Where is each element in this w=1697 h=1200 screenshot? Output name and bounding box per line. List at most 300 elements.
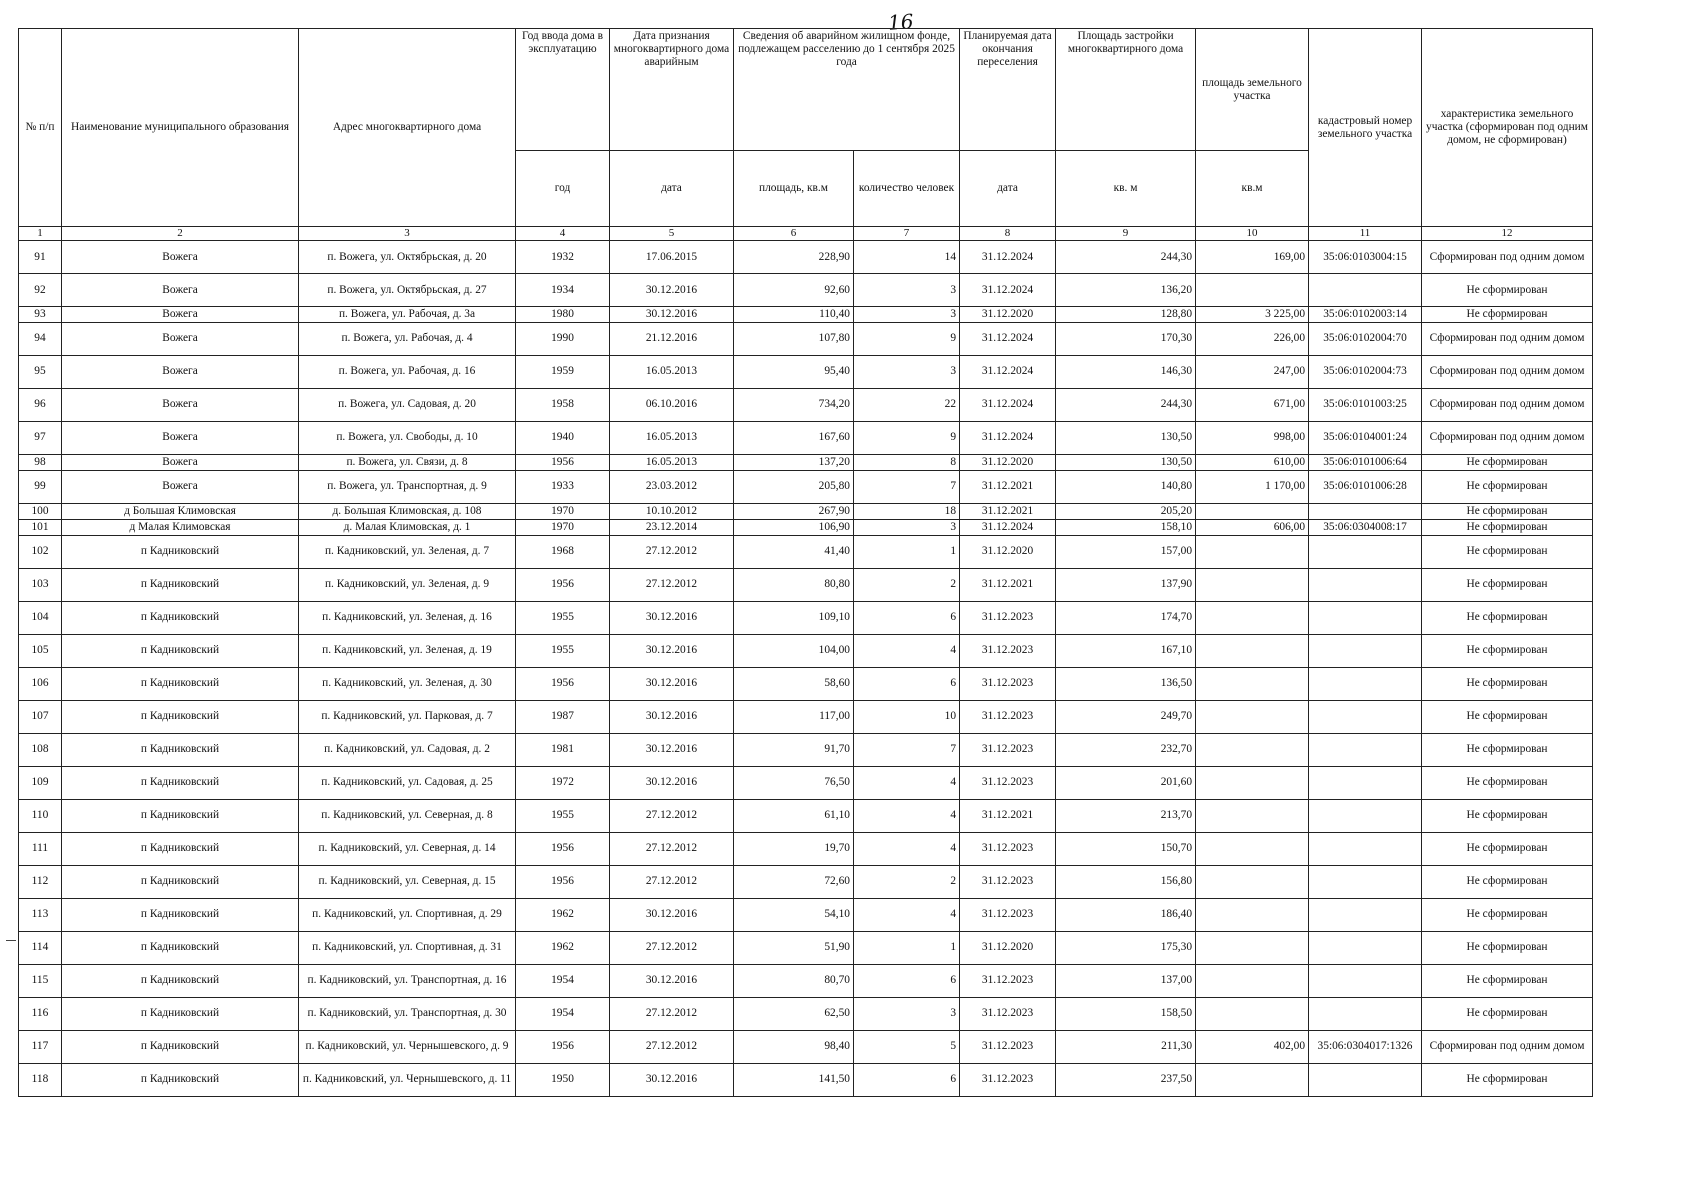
planned-end-cell: 31.12.2024 — [960, 388, 1056, 421]
address-cell: п. Кадниковский, ул. Зеленая, д. 19 — [299, 634, 516, 667]
area-cell: 110,40 — [734, 307, 854, 323]
header-emergency-date: Дата признания многоквартирного дома аварийным — [610, 29, 734, 151]
row-number: 117 — [19, 1030, 62, 1063]
people-count-cell: 5 — [854, 1030, 960, 1063]
row-number: 92 — [19, 274, 62, 307]
emergency-date-cell: 17.06.2015 — [610, 241, 734, 274]
address-cell: п. Кадниковский, ул. Садовая, д. 2 — [299, 733, 516, 766]
land-status-cell: Сформирован под одним домом — [1422, 388, 1593, 421]
emergency-date-cell: 16.05.2013 — [610, 355, 734, 388]
emergency-date-cell: 23.03.2012 — [610, 470, 734, 503]
emergency-date-cell: 30.12.2016 — [610, 601, 734, 634]
land-area-cell — [1196, 931, 1309, 964]
row-number: 108 — [19, 733, 62, 766]
municipality-cell: п Кадниковский — [62, 997, 299, 1030]
area-cell: 91,70 — [734, 733, 854, 766]
year-cell: 1954 — [516, 964, 610, 997]
address-cell: п. Вожега, ул. Транспортная, д. 9 — [299, 470, 516, 503]
people-count-cell: 6 — [854, 667, 960, 700]
year-cell: 1956 — [516, 865, 610, 898]
people-count-cell: 4 — [854, 799, 960, 832]
header-land-status: характеристика земельного участка (сформирован под одним домом, не сформирован) — [1422, 29, 1593, 227]
land-status-cell: Не сформирован — [1422, 1063, 1593, 1096]
row-number: 93 — [19, 307, 62, 323]
area-cell: 109,10 — [734, 601, 854, 634]
table-row — [19, 355, 1593, 388]
year-cell: 1981 — [516, 733, 610, 766]
planned-end-cell: 31.12.2023 — [960, 667, 1056, 700]
address-cell: п. Кадниковский, ул. Транспортная, д. 30 — [299, 997, 516, 1030]
municipality-cell: д Большая Климовская — [62, 503, 299, 519]
emergency-date-cell: 30.12.2016 — [610, 964, 734, 997]
cadastral-cell: 35:06:0102003:14 — [1309, 307, 1422, 323]
year-cell: 1959 — [516, 355, 610, 388]
planned-end-cell: 31.12.2023 — [960, 601, 1056, 634]
header-commission-year: Год ввода дома в эксплуатацию — [516, 29, 610, 151]
planned-end-cell: 31.12.2023 — [960, 766, 1056, 799]
emergency-date-cell: 27.12.2012 — [610, 931, 734, 964]
row-number: 98 — [19, 454, 62, 470]
planned-end-cell: 31.12.2021 — [960, 799, 1056, 832]
emergency-date-cell: 10.10.2012 — [610, 503, 734, 519]
building-area-cell: 158,10 — [1056, 519, 1196, 535]
address-cell: д. Большая Климовская, д. 108 — [299, 503, 516, 519]
row-number: 101 — [19, 519, 62, 535]
building-area-cell: 167,10 — [1056, 634, 1196, 667]
area-cell: 167,60 — [734, 421, 854, 454]
municipality-cell: п Кадниковский — [62, 667, 299, 700]
building-area-cell: 137,00 — [1056, 964, 1196, 997]
table-body — [19, 241, 1593, 1097]
column-number: 12 — [1422, 227, 1593, 241]
building-area-cell: 201,60 — [1056, 766, 1196, 799]
municipality-cell: п Кадниковский — [62, 799, 299, 832]
land-status-cell: Не сформирован — [1422, 667, 1593, 700]
row-number: 115 — [19, 964, 62, 997]
subheader-year: год — [516, 151, 610, 227]
table-row — [19, 519, 1593, 535]
year-cell: 1955 — [516, 634, 610, 667]
cadastral-cell — [1309, 1063, 1422, 1096]
column-number: 8 — [960, 227, 1056, 241]
building-area-cell: 136,20 — [1056, 274, 1196, 307]
table-row — [19, 503, 1593, 519]
address-cell: п. Вожега, ул. Садовая, д. 20 — [299, 388, 516, 421]
building-area-cell: 150,70 — [1056, 832, 1196, 865]
land-status-cell: Не сформирован — [1422, 799, 1593, 832]
cadastral-cell: 35:06:0101006:28 — [1309, 470, 1422, 503]
land-status-cell: Не сформирован — [1422, 634, 1593, 667]
subheader-build-unit: кв. м — [1056, 151, 1196, 227]
people-count-cell: 2 — [854, 865, 960, 898]
building-area-cell: 140,80 — [1056, 470, 1196, 503]
area-cell: 106,90 — [734, 519, 854, 535]
cadastral-cell: 35:06:0304017:1326 — [1309, 1030, 1422, 1063]
land-status-cell: Не сформирован — [1422, 898, 1593, 931]
cadastral-cell — [1309, 700, 1422, 733]
emergency-date-cell: 30.12.2016 — [610, 700, 734, 733]
table-row — [19, 322, 1593, 355]
planned-end-cell: 31.12.2020 — [960, 535, 1056, 568]
land-area-cell: 169,00 — [1196, 241, 1309, 274]
subheader-end-date: дата — [960, 151, 1056, 227]
building-area-cell: 244,30 — [1056, 388, 1196, 421]
year-cell: 1970 — [516, 503, 610, 519]
year-cell: 1980 — [516, 307, 610, 323]
municipality-cell: п Кадниковский — [62, 601, 299, 634]
year-cell: 1968 — [516, 535, 610, 568]
emergency-date-cell: 30.12.2016 — [610, 1063, 734, 1096]
land-area-cell — [1196, 1063, 1309, 1096]
planned-end-cell: 31.12.2023 — [960, 733, 1056, 766]
cadastral-cell — [1309, 733, 1422, 766]
row-number: 118 — [19, 1063, 62, 1096]
people-count-cell: 14 — [854, 241, 960, 274]
emergency-housing-table — [18, 28, 1593, 1097]
row-number: 113 — [19, 898, 62, 931]
year-cell: 1962 — [516, 898, 610, 931]
land-area-cell — [1196, 274, 1309, 307]
column-number: 6 — [734, 227, 854, 241]
area-cell: 117,00 — [734, 700, 854, 733]
land-area-cell — [1196, 503, 1309, 519]
year-cell: 1956 — [516, 568, 610, 601]
emergency-date-cell: 27.12.2012 — [610, 1030, 734, 1063]
column-number: 7 — [854, 227, 960, 241]
year-cell: 1950 — [516, 1063, 610, 1096]
land-area-cell — [1196, 733, 1309, 766]
row-number: 94 — [19, 322, 62, 355]
table-row — [19, 388, 1593, 421]
cadastral-cell: 35:06:0304008:17 — [1309, 519, 1422, 535]
land-area-cell: 1 170,00 — [1196, 470, 1309, 503]
address-cell: п. Вожега, ул. Рабочая, д. 16 — [299, 355, 516, 388]
table-row — [19, 931, 1593, 964]
table-row — [19, 667, 1593, 700]
cadastral-cell — [1309, 601, 1422, 634]
table-row — [19, 454, 1593, 470]
planned-end-cell: 31.12.2024 — [960, 355, 1056, 388]
planned-end-cell: 31.12.2023 — [960, 1030, 1056, 1063]
emergency-date-cell: 21.12.2016 — [610, 322, 734, 355]
planned-end-cell: 31.12.2021 — [960, 568, 1056, 601]
address-cell: п. Вожега, ул. Рабочая, д. 4 — [299, 322, 516, 355]
municipality-cell: п Кадниковский — [62, 964, 299, 997]
address-cell: п. Кадниковский, ул. Зеленая, д. 30 — [299, 667, 516, 700]
year-cell: 1955 — [516, 601, 610, 634]
row-number: 114 — [19, 931, 62, 964]
land-status-cell: Не сформирован — [1422, 733, 1593, 766]
building-area-cell: 174,70 — [1056, 601, 1196, 634]
emergency-date-cell: 27.12.2012 — [610, 799, 734, 832]
area-cell: 267,90 — [734, 503, 854, 519]
municipality-cell: п Кадниковский — [62, 634, 299, 667]
address-cell: п. Вожега, ул. Связи, д. 8 — [299, 454, 516, 470]
area-cell: 92,60 — [734, 274, 854, 307]
people-count-cell: 4 — [854, 766, 960, 799]
table-row — [19, 307, 1593, 323]
margin-tick — [6, 940, 16, 941]
address-cell: п. Вожега, ул. Рабочая, д. 3а — [299, 307, 516, 323]
header-land-area: площадь земельного участка — [1196, 29, 1309, 151]
area-cell: 19,70 — [734, 832, 854, 865]
emergency-date-cell: 27.12.2012 — [610, 535, 734, 568]
planned-end-cell: 31.12.2021 — [960, 470, 1056, 503]
year-cell: 1972 — [516, 766, 610, 799]
address-cell: п. Кадниковский, ул. Садовая, д. 25 — [299, 766, 516, 799]
building-area-cell: 205,20 — [1056, 503, 1196, 519]
people-count-cell: 9 — [854, 322, 960, 355]
planned-end-cell: 31.12.2020 — [960, 454, 1056, 470]
column-number-row — [19, 227, 1593, 241]
year-cell: 1956 — [516, 1030, 610, 1063]
page-number: 16 — [887, 9, 915, 35]
area-cell: 76,50 — [734, 766, 854, 799]
planned-end-cell: 31.12.2024 — [960, 519, 1056, 535]
emergency-date-cell: 30.12.2016 — [610, 274, 734, 307]
row-number: 105 — [19, 634, 62, 667]
municipality-cell: п Кадниковский — [62, 568, 299, 601]
emergency-date-cell: 16.05.2013 — [610, 421, 734, 454]
planned-end-cell: 31.12.2021 — [960, 503, 1056, 519]
building-area-cell: 232,70 — [1056, 733, 1196, 766]
people-count-cell: 7 — [854, 733, 960, 766]
year-cell: 1934 — [516, 274, 610, 307]
land-area-cell — [1196, 634, 1309, 667]
land-area-cell — [1196, 601, 1309, 634]
municipality-cell: Вожега — [62, 421, 299, 454]
planned-end-cell: 31.12.2023 — [960, 865, 1056, 898]
table-row — [19, 766, 1593, 799]
address-cell: п. Кадниковский, ул. Северная, д. 8 — [299, 799, 516, 832]
emergency-date-cell: 30.12.2016 — [610, 667, 734, 700]
land-status-cell: Не сформирован — [1422, 931, 1593, 964]
table-row — [19, 799, 1593, 832]
area-cell: 734,20 — [734, 388, 854, 421]
building-area-cell: 136,50 — [1056, 667, 1196, 700]
year-cell: 1933 — [516, 470, 610, 503]
building-area-cell: 170,30 — [1056, 322, 1196, 355]
column-number: 9 — [1056, 227, 1196, 241]
area-cell: 228,90 — [734, 241, 854, 274]
cadastral-cell — [1309, 964, 1422, 997]
cadastral-cell — [1309, 274, 1422, 307]
year-cell: 1990 — [516, 322, 610, 355]
planned-end-cell: 31.12.2023 — [960, 1063, 1056, 1096]
building-area-cell: 175,30 — [1056, 931, 1196, 964]
land-status-cell: Сформирован под одним домом — [1422, 355, 1593, 388]
municipality-cell: Вожега — [62, 307, 299, 323]
emergency-date-cell: 30.12.2016 — [610, 634, 734, 667]
column-number: 2 — [62, 227, 299, 241]
land-area-cell: 3 225,00 — [1196, 307, 1309, 323]
planned-end-cell: 31.12.2023 — [960, 700, 1056, 733]
emergency-date-cell: 27.12.2012 — [610, 568, 734, 601]
row-number: 97 — [19, 421, 62, 454]
year-cell: 1956 — [516, 832, 610, 865]
table-row — [19, 997, 1593, 1030]
address-cell: п. Кадниковский, ул. Спортивная, д. 29 — [299, 898, 516, 931]
row-number: 99 — [19, 470, 62, 503]
year-cell: 1956 — [516, 667, 610, 700]
area-cell: 61,10 — [734, 799, 854, 832]
address-cell: п. Кадниковский, ул. Транспортная, д. 16 — [299, 964, 516, 997]
land-status-cell: Сформирован под одним домом — [1422, 1030, 1593, 1063]
year-cell: 1940 — [516, 421, 610, 454]
year-cell: 1956 — [516, 454, 610, 470]
planned-end-cell: 31.12.2023 — [960, 898, 1056, 931]
address-cell: п. Вожега, ул. Свободы, д. 10 — [299, 421, 516, 454]
people-count-cell: 10 — [854, 700, 960, 733]
land-area-cell — [1196, 766, 1309, 799]
area-cell: 95,40 — [734, 355, 854, 388]
building-area-cell: 249,70 — [1056, 700, 1196, 733]
land-area-cell: 998,00 — [1196, 421, 1309, 454]
row-number: 112 — [19, 865, 62, 898]
table-row — [19, 964, 1593, 997]
row-number: 116 — [19, 997, 62, 1030]
land-area-cell: 671,00 — [1196, 388, 1309, 421]
column-number: 1 — [19, 227, 62, 241]
area-cell: 80,70 — [734, 964, 854, 997]
cadastral-cell — [1309, 898, 1422, 931]
area-cell: 80,80 — [734, 568, 854, 601]
municipality-cell: Вожега — [62, 322, 299, 355]
area-cell: 141,50 — [734, 1063, 854, 1096]
row-number: 111 — [19, 832, 62, 865]
address-cell: п. Кадниковский, ул. Северная, д. 14 — [299, 832, 516, 865]
municipality-cell: Вожега — [62, 241, 299, 274]
table-row — [19, 1030, 1593, 1063]
land-status-cell: Не сформирован — [1422, 274, 1593, 307]
municipality-cell: п Кадниковский — [62, 865, 299, 898]
land-status-cell: Не сформирован — [1422, 601, 1593, 634]
row-number: 110 — [19, 799, 62, 832]
land-area-cell — [1196, 865, 1309, 898]
municipality-cell: п Кадниковский — [62, 733, 299, 766]
building-area-cell: 244,30 — [1056, 241, 1196, 274]
land-status-cell: Не сформирован — [1422, 470, 1593, 503]
people-count-cell: 3 — [854, 519, 960, 535]
people-count-cell: 18 — [854, 503, 960, 519]
cadastral-cell — [1309, 865, 1422, 898]
address-cell: п. Кадниковский, ул. Чернышевского, д. 9 — [299, 1030, 516, 1063]
municipality-cell: Вожега — [62, 274, 299, 307]
municipality-cell: Вожега — [62, 388, 299, 421]
planned-end-cell: 31.12.2020 — [960, 307, 1056, 323]
table-row — [19, 733, 1593, 766]
planned-end-cell: 31.12.2024 — [960, 322, 1056, 355]
land-status-cell: Не сформирован — [1422, 964, 1593, 997]
address-cell: п. Кадниковский, ул. Северная, д. 15 — [299, 865, 516, 898]
header-number: № п/п — [19, 29, 62, 227]
area-cell: 137,20 — [734, 454, 854, 470]
year-cell: 1958 — [516, 388, 610, 421]
cadastral-cell — [1309, 997, 1422, 1030]
address-cell: п. Вожега, ул. Октябрьская, д. 20 — [299, 241, 516, 274]
people-count-cell: 3 — [854, 274, 960, 307]
land-area-cell — [1196, 832, 1309, 865]
cadastral-cell — [1309, 634, 1422, 667]
planned-end-cell: 31.12.2023 — [960, 997, 1056, 1030]
subheader-area: площадь, кв.м — [734, 151, 854, 227]
land-area-cell — [1196, 700, 1309, 733]
land-status-cell: Не сформирован — [1422, 568, 1593, 601]
area-cell: 41,40 — [734, 535, 854, 568]
people-count-cell: 1 — [854, 931, 960, 964]
emergency-date-cell: 30.12.2016 — [610, 307, 734, 323]
table-row — [19, 601, 1593, 634]
row-number: 104 — [19, 601, 62, 634]
table-row — [19, 865, 1593, 898]
subheader-land-unit: кв.м — [1196, 151, 1309, 227]
land-status-cell: Не сформирован — [1422, 503, 1593, 519]
building-area-cell: 130,50 — [1056, 454, 1196, 470]
row-number: 109 — [19, 766, 62, 799]
cadastral-cell — [1309, 799, 1422, 832]
building-area-cell: 186,40 — [1056, 898, 1196, 931]
municipality-cell: п Кадниковский — [62, 931, 299, 964]
emergency-date-cell: 27.12.2012 — [610, 832, 734, 865]
header-planned-end: Планируемая дата окончания переселения — [960, 29, 1056, 151]
table-row — [19, 241, 1593, 274]
address-cell: п. Кадниковский, ул. Спортивная, д. 31 — [299, 931, 516, 964]
municipality-cell: п Кадниковский — [62, 535, 299, 568]
row-number: 103 — [19, 568, 62, 601]
municipality-cell: п Кадниковский — [62, 898, 299, 931]
emergency-date-cell: 30.12.2016 — [610, 733, 734, 766]
land-area-cell: 226,00 — [1196, 322, 1309, 355]
area-cell: 58,60 — [734, 667, 854, 700]
emergency-date-cell: 23.12.2014 — [610, 519, 734, 535]
municipality-cell: Вожега — [62, 470, 299, 503]
cadastral-cell — [1309, 832, 1422, 865]
subheader-people: количество человек — [854, 151, 960, 227]
building-area-cell: 211,30 — [1056, 1030, 1196, 1063]
people-count-cell: 1 — [854, 535, 960, 568]
land-status-cell: Сформирован под одним домом — [1422, 421, 1593, 454]
people-count-cell: 4 — [854, 832, 960, 865]
header-municipality: Наименование муниципального образования — [62, 29, 299, 227]
cadastral-cell: 35:06:0104001:24 — [1309, 421, 1422, 454]
address-cell: д. Малая Климовская, д. 1 — [299, 519, 516, 535]
header-emergency-fund: Сведения об аварийном жилищном фонде, подлежащем расселению до 1 сентября 2025 года — [734, 29, 960, 151]
land-status-cell: Не сформирован — [1422, 865, 1593, 898]
land-area-cell — [1196, 535, 1309, 568]
people-count-cell: 3 — [854, 307, 960, 323]
table-row — [19, 274, 1593, 307]
building-area-cell: 158,50 — [1056, 997, 1196, 1030]
cadastral-cell — [1309, 766, 1422, 799]
column-number: 10 — [1196, 227, 1309, 241]
header-building-area: Площадь застройки многоквартирного дома — [1056, 29, 1196, 151]
cadastral-cell — [1309, 503, 1422, 519]
land-area-cell: 247,00 — [1196, 355, 1309, 388]
land-area-cell — [1196, 997, 1309, 1030]
address-cell: п. Кадниковский, ул. Зеленая, д. 16 — [299, 601, 516, 634]
year-cell: 1932 — [516, 241, 610, 274]
area-cell: 72,60 — [734, 865, 854, 898]
people-count-cell: 3 — [854, 997, 960, 1030]
land-status-cell: Не сформирован — [1422, 766, 1593, 799]
building-area-cell: 213,70 — [1056, 799, 1196, 832]
planned-end-cell: 31.12.2023 — [960, 964, 1056, 997]
planned-end-cell: 31.12.2024 — [960, 274, 1056, 307]
municipality-cell: п Кадниковский — [62, 832, 299, 865]
cadastral-cell — [1309, 931, 1422, 964]
emergency-date-cell: 27.12.2012 — [610, 997, 734, 1030]
municipality-cell: д Малая Климовская — [62, 519, 299, 535]
